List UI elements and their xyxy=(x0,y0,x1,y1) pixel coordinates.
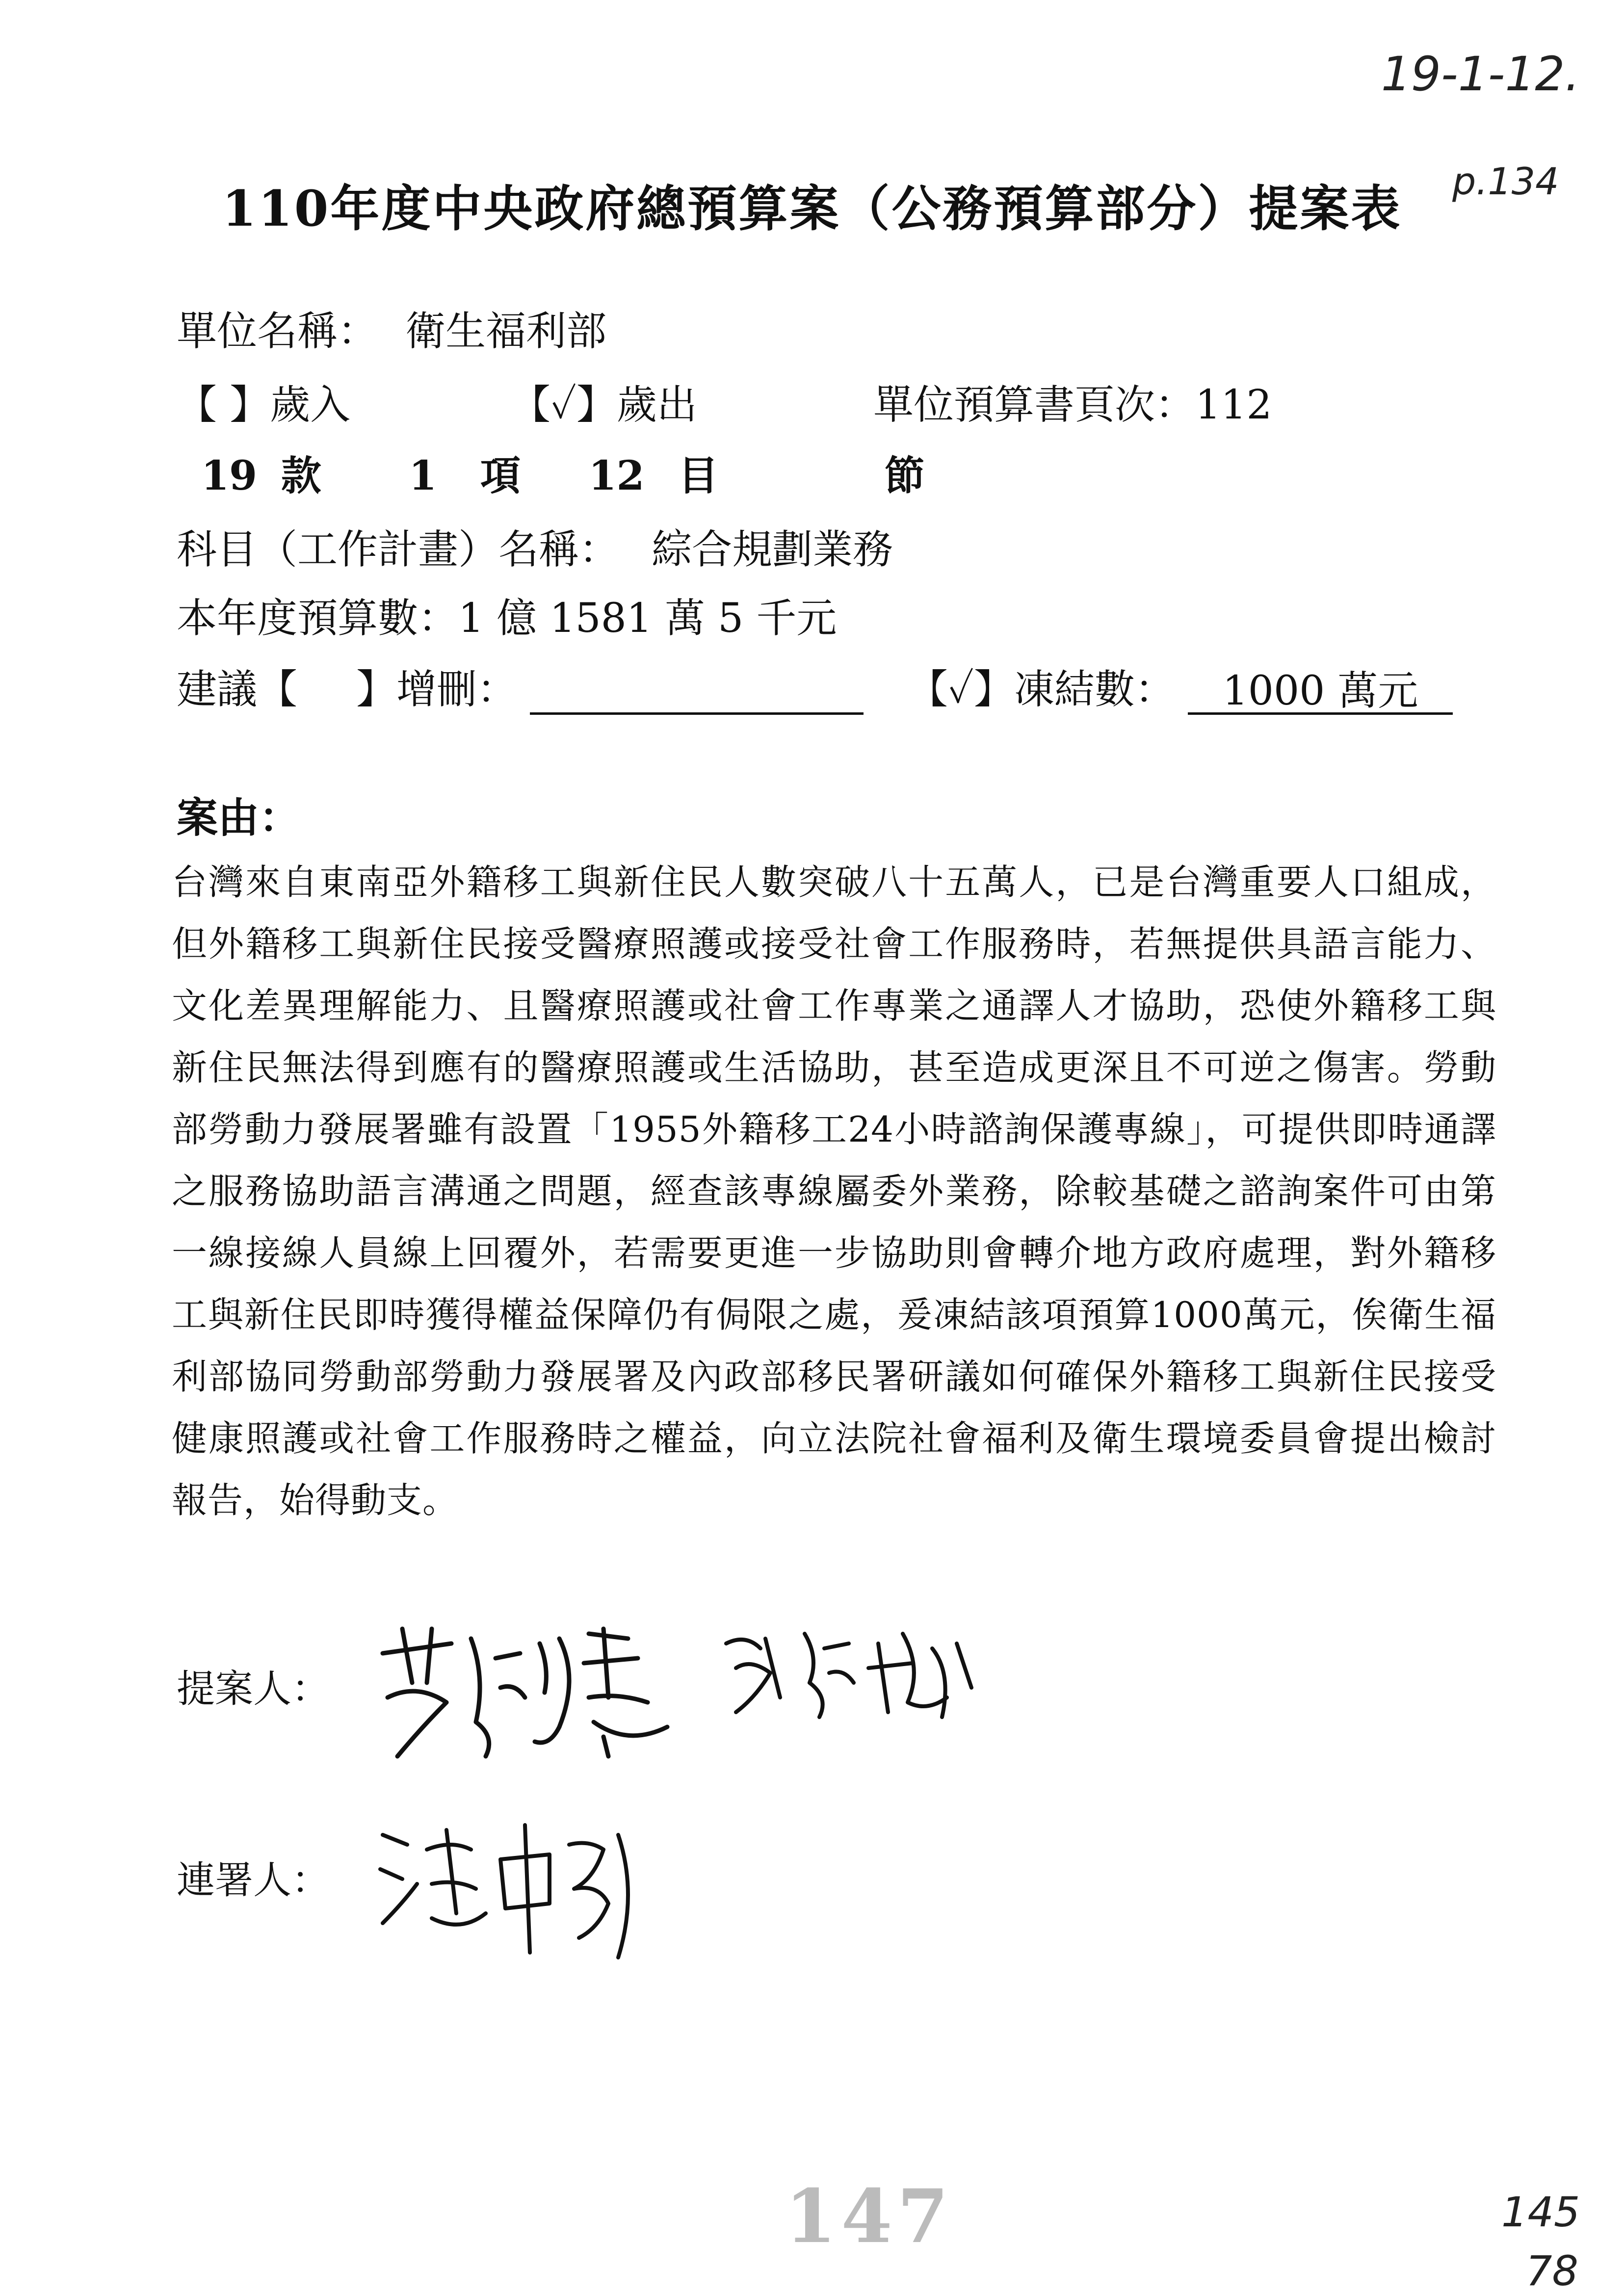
budget-page-row xyxy=(873,373,1272,430)
proposal-prefix: 建議【 xyxy=(177,666,298,713)
expense-label: 歲出 xyxy=(616,382,697,428)
freeze-amount-value: 1000 萬元 xyxy=(1222,668,1418,714)
budget-page-value: 112 xyxy=(1195,382,1272,428)
cosigner-signature xyxy=(373,1805,648,1972)
form-title: 110年度中央政府總預算案（公務預算部分）提案表 xyxy=(222,180,1402,237)
xiang-label: 項 xyxy=(480,452,521,499)
reason-label: 案由： xyxy=(177,793,301,842)
revenue-checkbox-row xyxy=(177,373,350,430)
proposal-row xyxy=(177,657,864,715)
proposal-box-close: 】 xyxy=(356,666,397,713)
expense-checkbox-row xyxy=(510,373,697,430)
budget-page-label: 單位預算書頁次： xyxy=(873,382,1196,428)
page-reference-note: p.134 xyxy=(1452,159,1559,203)
change-label: 增刪： xyxy=(396,666,518,713)
kuan-label: 款 xyxy=(281,452,321,499)
jie-label: 節 xyxy=(884,452,925,499)
xiang-number: 1 xyxy=(409,452,437,499)
reason-text: 台灣來自東南亞外籍移工與新住民人數突破八十五萬人，已是台灣重要人口組成，但外籍移工與新住民接受醫療照護或接受社會工作服務時，若無提供具語言能力、文化差異理解能力、且醫療照護或社會工作專業之通譯人才協助，恐使外籍移工與新住民無法得到應有的醫療照護或生活協助，甚至造成更深且不可逆之傷害。勞動部勞動力發展署雖有設置「1955外籍移工24小時諮詢保護專線」，可提供即時通譯之服務協助語言溝通之問題，經查該專線屬委外業務，除較基礎之諮詢案件可由第一線接線人員線上回覆外，若需要更進一步協助則會轉介地方政府處理，對外籍移工與新住民即時獲得權益保障仍有侷限之處，爰凍結該項預算1000萬元，俟衛生福利部協同勞動部勞動力發展署及內政部移民署研議如何確保外籍移工與新住民接受健康照護或社會工作服務時之權益，向立法院社會福利及衛生環境委員會提出檢討報告，始得動支。 xyxy=(172,861,1496,1521)
mu-label: 目 xyxy=(678,452,719,499)
proposer-label: 提案人： xyxy=(177,1667,330,1711)
proposer-signature-2 xyxy=(716,1614,981,1732)
proposer-signature-1 xyxy=(373,1609,677,1766)
subject-label: 科目（工作計畫）名稱： xyxy=(177,526,620,573)
freeze-checkbox: 【✓】 xyxy=(908,666,1014,713)
freeze-amount-field xyxy=(1188,670,1453,715)
change-amount-blank xyxy=(530,670,864,715)
unit-name-value: 衛生福利部 xyxy=(405,308,607,355)
page-number-stamp: 147 xyxy=(785,2173,954,2260)
subject-value: 綜合規劃業務 xyxy=(652,526,893,573)
unit-name-row xyxy=(177,299,606,357)
freeze-row xyxy=(908,657,1453,715)
mu-number: 12 xyxy=(588,452,645,499)
budget-amount-row xyxy=(177,586,837,644)
unit-name-label: 單位名稱： xyxy=(177,308,378,355)
subject-row xyxy=(177,518,893,575)
corner-date-note: 19-1-12. xyxy=(1381,47,1580,102)
handwritten-note-145: 145 xyxy=(1501,2188,1580,2236)
handwritten-note-78: 78 xyxy=(1526,2247,1578,2295)
item-code-row xyxy=(201,444,925,501)
revenue-checkbox: 【 】 xyxy=(177,382,270,428)
budget-amount-label: 本年度預算數： xyxy=(177,595,459,642)
revenue-label: 歲入 xyxy=(270,382,351,428)
freeze-label: 凍結數： xyxy=(1014,666,1175,713)
cosigner-label: 連署人： xyxy=(177,1858,330,1903)
expense-checkbox: 【✓】 xyxy=(510,382,617,428)
kuan-number: 19 xyxy=(201,452,258,499)
budget-amount-value: 1 億 1581 萬 5 千元 xyxy=(458,595,837,642)
